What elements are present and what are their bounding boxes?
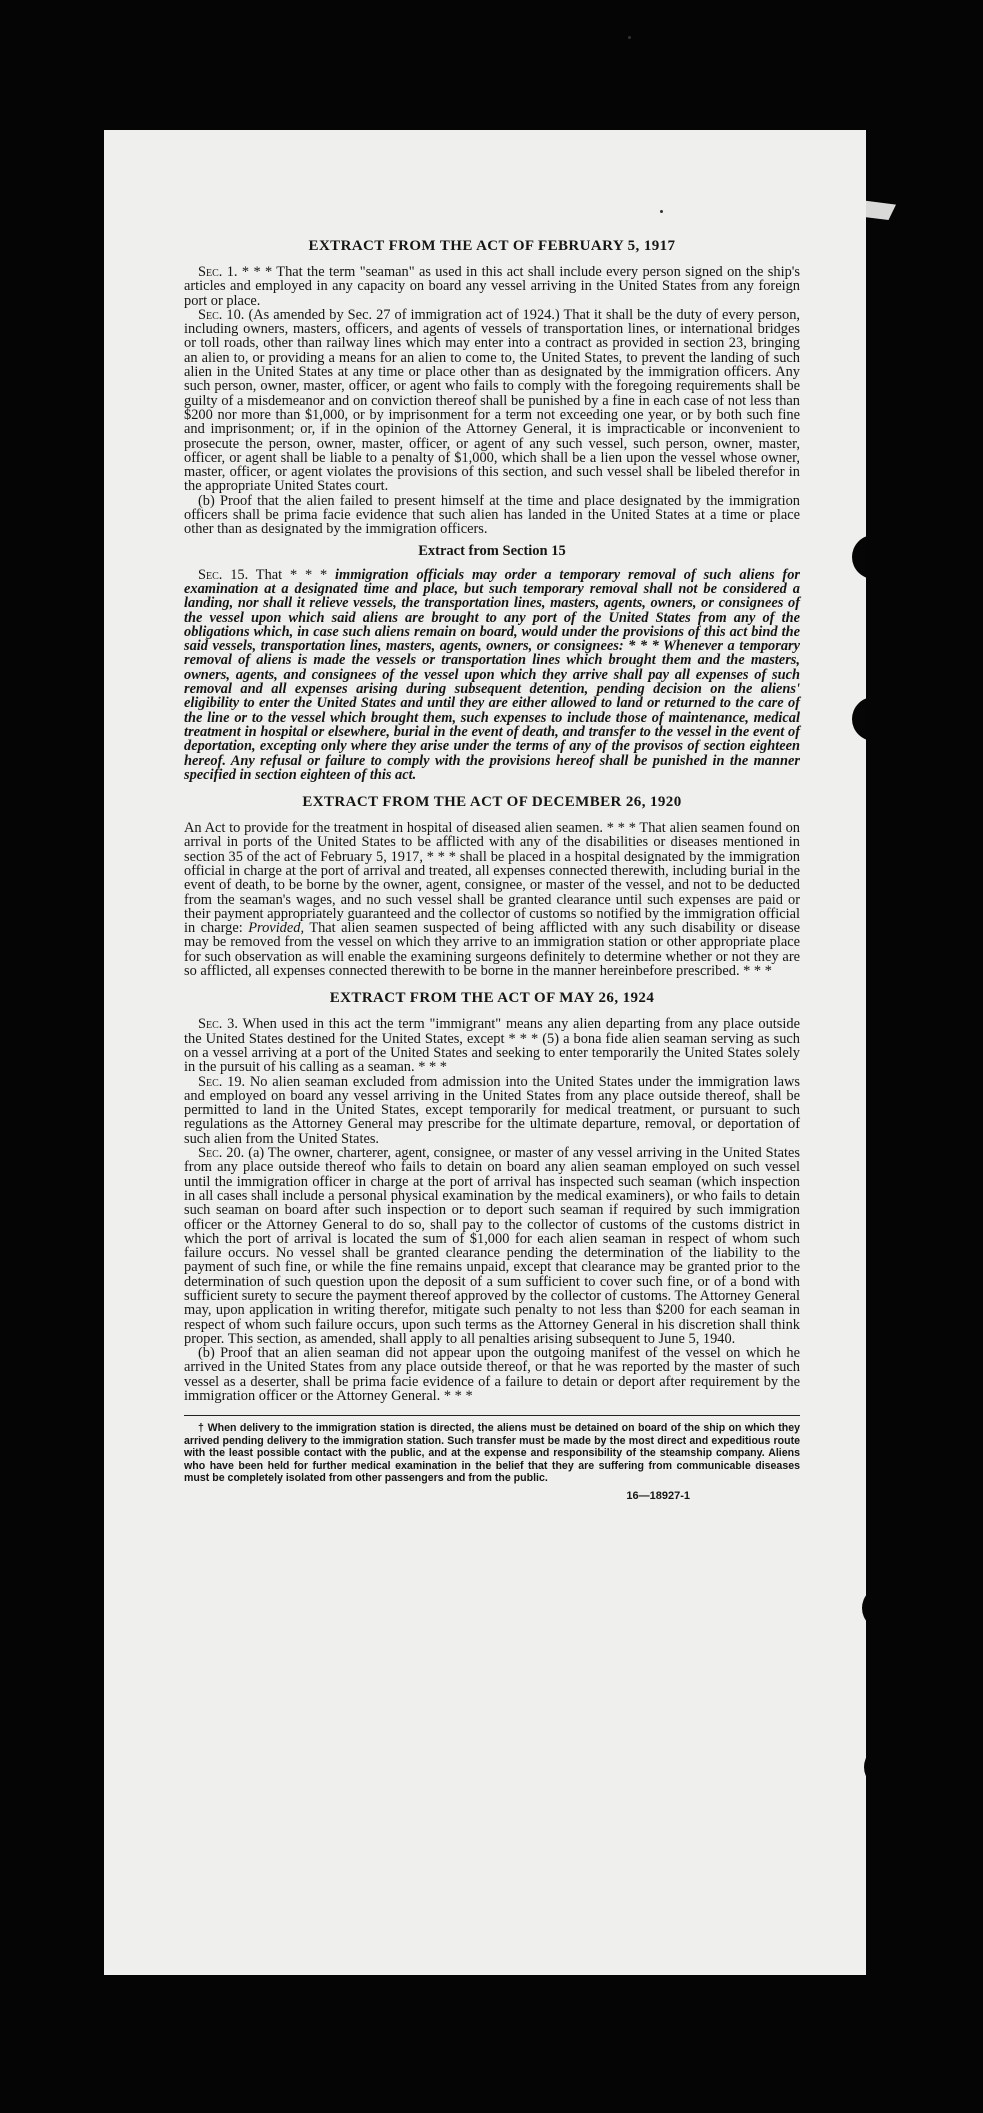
- punch-hole-icon: [852, 535, 866, 579]
- section-15-label: Sec. 15.: [198, 566, 249, 583]
- footnote: † When delivery to the immigration station is directed, the aliens must be detained on board of the ship on which they arrived pending delivery to the immigration station. Such transfer must be made by the most direct and expeditious route with the least possible contact with the public, and at the expense and responsibility of the steamship company. Aliens who have been held for further medical examination in the belief that they are suffering from communicable diseases must be completely isolated from other passengers and from the public.: [184, 1422, 800, 1484]
- section-15: [184, 568, 800, 782]
- footnote-divider: [184, 1415, 800, 1416]
- section-10: [184, 308, 800, 494]
- paper-corner-tab: [862, 198, 896, 220]
- punch-hole-icon: [862, 1586, 866, 1630]
- form-number: 16—18927-1: [626, 1490, 690, 1503]
- section-10-label: Sec. 10.: [198, 306, 245, 323]
- section-10-b: (b) Proof that the alien failed to present himself at the time and place designated by the immigration officers shall be prima facie evidence that such alien has landed in the United States at a time or place other than as designated by the immigration officers.: [184, 492, 800, 538]
- section-3-text: When used in this act the term "immigrant" means any alien departing from any place outside the United States destined for the United States, except * * * (5) a bona fide alien seaman serving as such on a vessel arriving at a port of the United States and seeking to enter temporarily the United States solely in the pursuit of his calling as a seaman. * * *: [184, 1016, 800, 1076]
- section-20: [184, 1146, 800, 1346]
- film-speck: [660, 210, 663, 213]
- section-19: [184, 1075, 800, 1146]
- act-1920-provided: Provided,: [248, 920, 305, 937]
- section-3: [184, 1017, 800, 1074]
- section-19-label: Sec. 19.: [198, 1073, 246, 1090]
- section-1-text: * * * That the term "seaman" as used in this act shall include every person signed on the ship's articles and employed in any capacity on board any vessel arriving in the United States from any foreign port or place.: [184, 264, 800, 309]
- punch-hole-icon: [864, 1745, 866, 1789]
- section-10-text: (As amended by Sec. 27 of immigration act of 1924.) That it shall be the duty of every person, including owners, masters, officers, and agents of vessels of transportation lines, or international bridges or toll roads, other than railway lines which may enter into a contract as provided in section 23, bringing an alien to, or providing a means for an alien to come to, the United States, to prevent the landing of such alien in the United States at any time or place other than as designated by the immigration officers. Any such person, owner, master, officer, or agent who fails to comply with the foregoing requirements shall be guilty of a misdemeanor and on conviction thereof shall be punished by a fine in each case of not less than $200 nor more than $1,000, or by imprisonment for a term not exceeding one year, or by both such fine and imprisonment; or, if in the opinion of the Attorney General, it is impracticable or inconvenient to prosecute the person, owner, master, officer, or agent of any such vessel, such person, owner, master, officer, or agent shall be liable to a penalty of $1,000, which shall be a lien upon the vessel whose owner, master, officer, or agent violates the provisions of this section, and such vessel shall be libeled therefor in the appropriate United States court.: [184, 306, 800, 495]
- section-1: [184, 265, 800, 308]
- section-15-lead: That * * *: [255, 566, 328, 583]
- document-page: [104, 130, 866, 1975]
- section-20-text: (a) The owner, charterer, agent, consignee, or master of any vessel arriving in the United States from any place outside thereof who fails to detain on board any alien seaman employed on such vessel until the immigration officer in charge at the port of arrival has inspected such seaman (which inspection in all cases shall include a personal physical examination by the medical examiners), or who fails to detain such seaman on board after such inspection or to deport such seaman if required by such immigration officer or the Attorney General to do so, shall pay to the collector of customs of the customs district in which the port of arrival is located the sum of $1,000 for each alien seaman in respect of whom such failure occurs. No vessel shall be granted clearance pending the determination of the liability to the payment of such fine, or while the fine remains unpaid, except that clearance may be granted prior to the determination of such question upon the deposit of a sum sufficient to cover such fine, or of a bond with sufficient surety to secure the payment thereof approved by the collector of customs. The Attorney General may, upon application in writing therefor, mitigate such penalty to not less than $200 for each seaman in respect of whom such failure occurs, upon such terms as the Attorney General in his discretion shall think proper. This section, as amended, shall apply to all penalties arising subsequent to June 5, 1940.: [184, 1145, 800, 1347]
- section-20-b: (b) Proof that an alien seaman did not appear upon the outgoing manifest of the vessel on which he arrived in the United States from any place outside thereof, or that he was reported by the master of such vessel as a deserter, shall be prima facie evidence of a failure to detain or deport after requirement by the immigration officer or the Attorney General. * * *: [184, 1345, 800, 1405]
- section-3-label: Sec. 3.: [198, 1016, 238, 1033]
- heading-act-1917: EXTRACT FROM THE ACT OF FEBRUARY 5, 1917: [308, 238, 676, 254]
- act-1920-text: [184, 821, 800, 978]
- section-15-text: immigration officials may order a temporary removal of such aliens for examination at a designated time and place, but such temporary removal shall not be considered a landing, nor shall it relieve vessels, the transportation lines, masters, agents, owners, or consignees of the vessel upon which said aliens are brought to any port of the United States from any of the obligations which, in case such aliens remain on board, would under the provisions of this act bind the said vessels, transportation lines, masters, agents, owners, or consignees: * * * Whenever a temporary removal of aliens is made the vessels or transportation lines which brought them and the masters, owners, agents, and consignees of the vessel upon which they arrive shall pay all expenses of such removal and all expenses arising during subsequent detention, pending decision on the aliens' eligibility to enter the United States and until they are either allowed to land or returned to the care of the line or to the vessel which brought them, such expenses to include those of maintenance, medical treatment in hospital or elsewhere, burial in the event of death, and transfer to the vessel in the event of deportation, excepting only where they arise under the terms of any of the provisos of section eighteen hereof. Any refusal or failure to comply with the provisions hereof shall be punished in the manner specified in section eighteen of this act.: [184, 566, 800, 783]
- heading-act-1920: EXTRACT FROM THE ACT OF DECEMBER 26, 1920: [302, 794, 682, 811]
- section-20-label: Sec. 20.: [198, 1145, 245, 1162]
- heading-section-15: Extract from Section 15: [418, 542, 566, 559]
- act-1920-tail: That alien seamen suspected of being afflicted with any such disability or disease may be removed from the vessel on which they arrive to an immigration station or other appropriate place for such observation as will enable the examining surgeons definitely to determine whether or not they are so afflicted, all expenses connected therewith to be borne in the manner hereinbefore prescribed. * * *: [184, 920, 801, 980]
- section-19-text: No alien seaman excluded from admission into the United States under the immigration laws and employed on board any vessel arriving in the United States from any place outside thereof, shall be permitted to land in the United States, except temporarily for medical treatment, or pursuant to such regulations as the Attorney General may prescribe for the ultimate departure, removal, or deportation of such alien from the United States.: [184, 1073, 800, 1147]
- punch-hole-icon: [852, 697, 866, 741]
- paper-notch-tail: [409, 18, 415, 30]
- section-1-label: Sec. 1.: [198, 264, 238, 280]
- heading-act-1924: EXTRACT FROM THE ACT OF MAY 26, 1924: [329, 990, 655, 1007]
- film-speck: [628, 36, 631, 39]
- act-1920-body: An Act to provide for the treatment in hospital of diseased alien seamen. * * * That alien seamen found on arrival in ports of the United States to be afflicted with any of the disabilities or diseases mentioned in section 35 of the act of February 5, 1917, * * * shall be placed in a hospital designated by the immigration official in charge at the port of arrival and treated, all expenses connected therewith, including burial in the event of death, to be borne by the owner, agent, consignee, or master of the vessel, and not to be deducted from the seaman's wages, and no such vessel shall be granted clearance until such expenses are paid or their payment appropriately guaranteed and the collector of customs so notified by the immigration official in charge:: [184, 820, 800, 937]
